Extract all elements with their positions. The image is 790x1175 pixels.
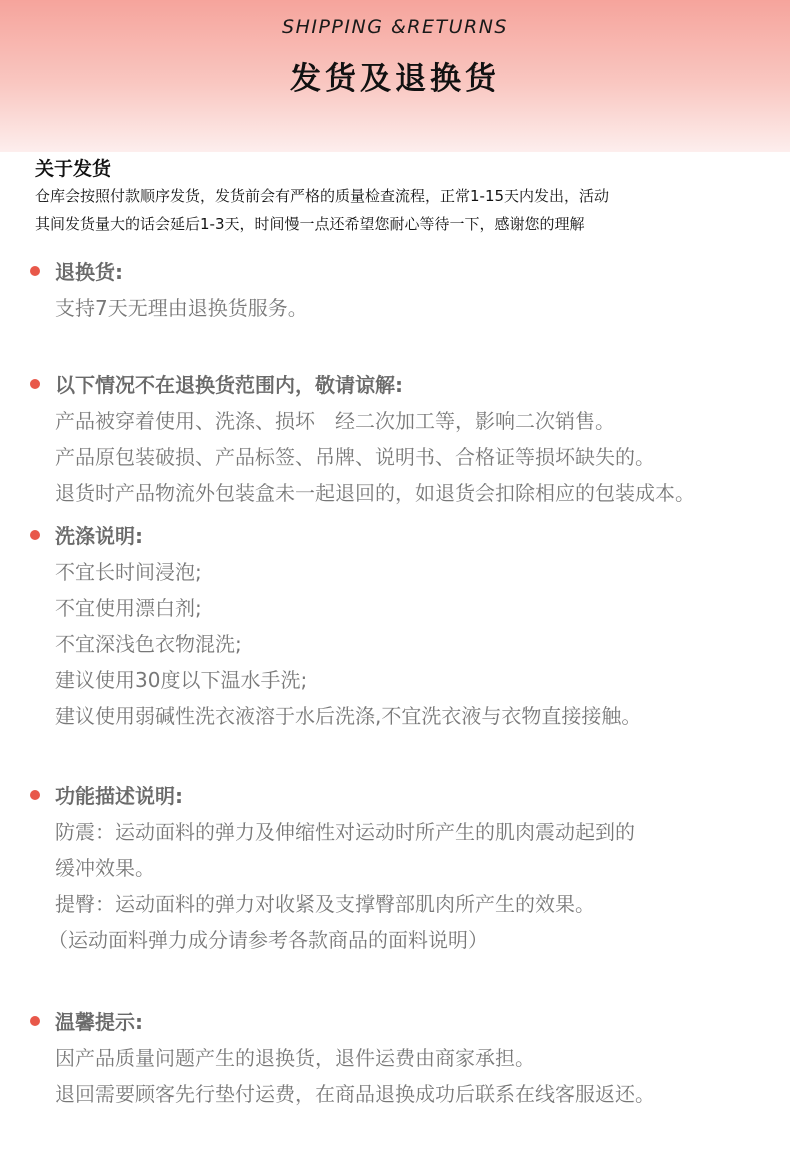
- shipping-info-line: 仓库会按照付款顺序发货，发货前会有严格的质量检查流程，正常1-15天内发出，活动: [35, 187, 610, 205]
- section-line: 支持7天无理由退换货服务。: [55, 296, 308, 320]
- section-line: 建议使用弱碱性洗衣液溶于水后洗涤,不宜洗衣液与衣物直接接触。: [55, 704, 642, 728]
- section-heading-text: 洗涤说明:: [55, 524, 143, 548]
- section-function-description: [28, 778, 778, 958]
- section-returns: [28, 254, 778, 326]
- section-line: 产品被穿着使用、洗涤、损坏 经二次加工等，影响二次销售。: [55, 409, 615, 433]
- section-line: 不宜长时间浸泡;: [55, 560, 202, 584]
- section-line: 缓冲效果。: [55, 856, 155, 880]
- page-title: 发货及退换货: [290, 61, 500, 97]
- section-heading: [28, 778, 778, 814]
- bullet-dot-icon: [30, 266, 40, 276]
- section-heading-text: 功能描述说明:: [55, 784, 183, 808]
- page-header: [0, 0, 790, 152]
- section-heading: [28, 367, 778, 403]
- bullet-dot-icon: [30, 1016, 40, 1026]
- bullet-dot-icon: [30, 790, 40, 800]
- shipping-info-title: 关于发货: [35, 158, 112, 180]
- section-line: 提臀：运动面料的弹力对收紧及支撑臀部肌肉所产生的效果。: [55, 892, 595, 916]
- section-heading-text: 以下情况不在退换货范围内，敬请谅解:: [55, 373, 403, 397]
- section-line: 建议使用30度以下温水手洗;: [55, 668, 308, 692]
- section-line: 产品原包装破损、产品标签、吊牌、说明书、合格证等损坏缺失的。: [55, 445, 655, 469]
- section-return-exclusions: [28, 367, 778, 511]
- section-washing-instructions: [28, 518, 778, 734]
- section-heading: [28, 518, 778, 554]
- section-line: 不宜使用漂白剂;: [55, 596, 202, 620]
- section-line: 退回需要顾客先行垫付运费，在商品退换成功后联系在线客服返还。: [55, 1082, 655, 1106]
- section-heading: [28, 254, 778, 290]
- section-heading-text: 退换货:: [55, 260, 123, 284]
- shipping-info-line: 其间发货量大的话会延后1-3天，时间慢一点还希望您耐心等待一下，感谢您的理解: [35, 215, 585, 233]
- bullet-dot-icon: [30, 379, 40, 389]
- section-line: 防震：运动面料的弹力及伸缩性对运动时所产生的肌肉震动起到的: [55, 820, 635, 844]
- header-subtitle: SHIPPING &RETURNS: [282, 16, 508, 38]
- section-heading-text: 温馨提示:: [55, 1010, 143, 1034]
- section-line: 不宜深浅色衣物混洗;: [55, 632, 242, 656]
- section-line: 退货时产品物流外包装盒未一起退回的，如退货会扣除相应的包装成本。: [55, 481, 695, 505]
- section-line: 因产品质量问题产生的退换货，退件运费由商家承担。: [55, 1046, 535, 1070]
- section-heading: [28, 1004, 778, 1040]
- bullet-dot-icon: [30, 530, 40, 540]
- section-warm-tips: [28, 1004, 778, 1112]
- section-line: （运动面料弹力成分请参考各款商品的面料说明）: [48, 928, 488, 952]
- shipping-info-block: [35, 156, 775, 238]
